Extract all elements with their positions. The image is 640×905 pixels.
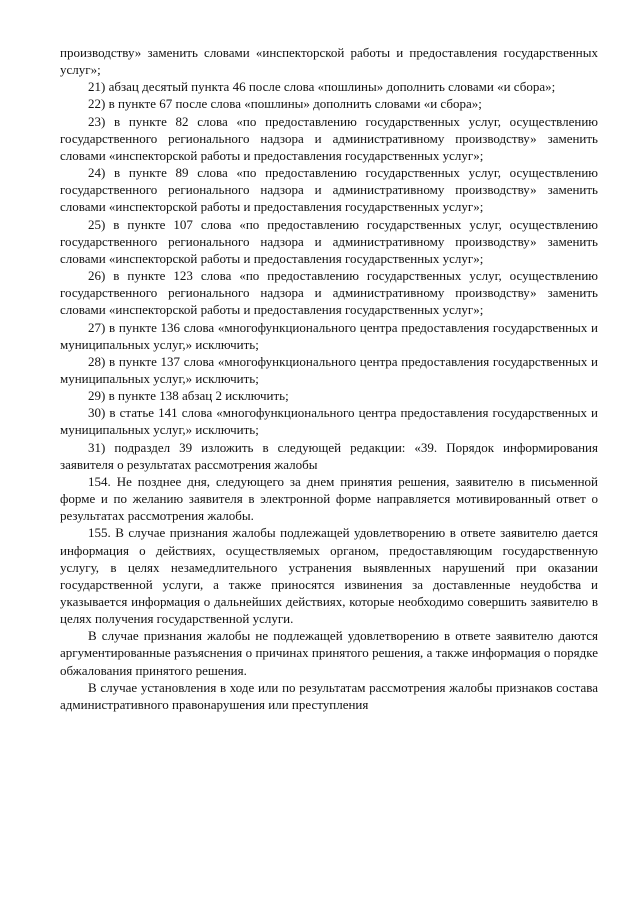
paragraph-item-23: 23) в пункте 82 слова «по предоставлению государственных услуг, осуществлению государственного регионального надзора и административному производству» заменить словами «инспекторской работы и предоставления государственных услуг»;: [60, 113, 598, 163]
paragraph-clause-155: 155. В случае признания жалобы подлежащей удовлетворению в ответе заявителю дается информация о действиях, осуществляемых органом, предоставляющим государственную услугу, в целях незамедлительного устранения выявленных нарушений при оказании государственной услуги, а также приносятся извинения за доставленные неудобства и указывается информация о дальнейших действиях, которые необходимо совершить заявителю в целях получения государственной услуги.: [60, 525, 598, 627]
paragraph-item-31: 31) подраздел 39 изложить в следующей редакции: «39. Порядок информирования заявителя о результатах рассмотрения жалобы: [60, 439, 598, 472]
paragraph-item-21: 21) абзац десятый пункта 46 после слова «пошлины» дополнить словами «и сбора»;: [88, 79, 556, 95]
paragraph-violation-case: В случае установления в ходе или по результатам рассмотрения жалобы признаков состава административного правонарушения или преступления: [60, 679, 598, 712]
paragraph-item-24: 24) в пункте 89 слова «по предоставлению государственных услуг, осуществлению государственного регионального надзора и административному производству» заменить словами «инспекторской работы и предоставления государственных услуг»;: [60, 165, 598, 215]
paragraph-item-25: 25) в пункте 107 слова «по предоставлению государственных услуг, осуществлению государственного регионального надзора и административному производству» заменить словами «инспекторской работы и предоставления государственных услуг»;: [60, 216, 598, 266]
paragraph-item-27: 27) в пункте 136 слова «многофункционального центра предоставления государственных и муниципальных услуг,» исключить;: [60, 319, 598, 352]
paragraph-item-26: 26) в пункте 123 слова «по предоставлению государственных услуг, осуществлению государственного регионального надзора и административному производству» заменить словами «инспекторской работы и предоставления государственных услуг»;: [60, 268, 598, 318]
paragraph-rejection-case: В случае признания жалобы не подлежащей удовлетворению в ответе заявителю даются аргументированные разъяснения о причинах принятого решения, а также информация о порядке обжалования принятого решения.: [60, 628, 598, 678]
document-page: [60, 44, 598, 713]
paragraph-continuation: производству» заменить словами «инспекторской работы и предоставления государственных услуг»;: [60, 45, 598, 78]
paragraph-clause-154: 154. Не позднее дня, следующего за днем принятия решения, заявителю в письменной форме и по желанию заявителя в электронной форме направляется мотивированный ответ о результатах рассмотрения жалобы.: [60, 473, 598, 524]
paragraph-item-30: 30) в статье 141 слова «многофункционального центра предоставления государственных и муниципальных услуг,» исключить;: [60, 405, 598, 438]
paragraph-item-29: 29) в пункте 138 абзац 2 исключить;: [88, 388, 289, 404]
paragraph-item-28: 28) в пункте 137 слова «многофункционального центра предоставления государственных и муниципальных услуг,» исключить;: [60, 353, 598, 386]
paragraph-item-22: 22) в пункте 67 после слова «пошлины» дополнить словами «и сбора»;: [88, 96, 482, 112]
